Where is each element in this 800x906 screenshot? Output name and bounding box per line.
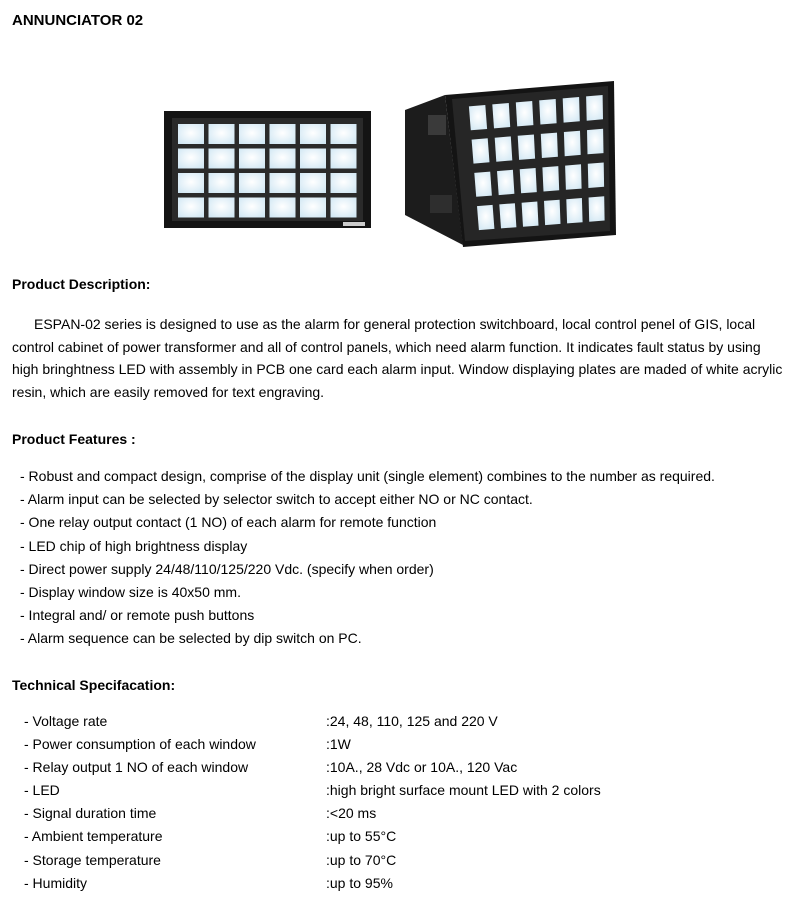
spec-row (24, 849, 724, 872)
display-window (239, 198, 265, 218)
display-window (544, 200, 561, 225)
display-window (586, 95, 603, 121)
display-window (178, 173, 204, 193)
spec-value: :up to 70°C (326, 851, 397, 868)
spec-key: - Signal duration time (24, 805, 157, 822)
spec-value: :24, 48, 110, 125 and 220 V (326, 713, 498, 729)
display-window (495, 136, 513, 161)
spec-value: :high bright surface mount LED with 2 colors (326, 782, 601, 799)
display-window (239, 149, 265, 169)
product-images (0, 75, 800, 260)
annunciator-front-view-image (164, 111, 371, 228)
features-heading: Product Features : (12, 431, 136, 447)
display-window (239, 173, 265, 193)
display-window (587, 129, 604, 155)
spec-key: - Relay output 1 NO of each window (24, 759, 249, 776)
annunciator-angled-view-image (405, 81, 616, 247)
spec-value: :10A., 28 Vdc or 10A., 120 Vac (326, 759, 518, 776)
list-item: - Alarm input can be selected by selector switch to accept either NO or NC contact. (20, 491, 533, 508)
display-window (516, 101, 534, 126)
display-window (331, 149, 357, 169)
spec-row (24, 756, 724, 779)
spec-value: :<20 ms (326, 805, 377, 822)
spec-key: - Ambient temperature (24, 828, 163, 845)
display-window (497, 170, 514, 195)
display-window (331, 124, 357, 144)
spec-row (24, 733, 724, 756)
spec-value: :up to 55°C (326, 828, 397, 845)
display-window (469, 105, 487, 130)
display-window (209, 124, 235, 144)
description-heading: Product Description: (12, 276, 151, 292)
display-window (520, 168, 537, 193)
display-window (178, 124, 204, 144)
display-window (589, 196, 605, 222)
display-window (522, 202, 539, 227)
list-item: - Alarm sequence can be selected by dip switch on PC. (20, 630, 362, 647)
list-item: - Integral and/ or remote push buttons (20, 607, 255, 624)
display-window (499, 203, 516, 228)
display-window (565, 164, 582, 190)
display-window (270, 149, 296, 169)
page-title: ANNUNCIATOR 02 (12, 12, 144, 29)
list-item: - Robust and compact design, comprise of the display unit (single element) combines to the number as required. (20, 468, 715, 484)
display-window (564, 131, 581, 157)
spec-key: - Voltage rate (24, 713, 108, 729)
spec-value: :up to 95% (326, 874, 393, 891)
list-item: - Direct power supply 24/48/110/125/220 Vdc. (specify when order) (20, 560, 434, 577)
display-window (178, 149, 204, 169)
display-window (209, 198, 235, 218)
display-window (209, 149, 235, 169)
spec-value: :1W (326, 736, 351, 753)
list-item: - Display window size is 40x50 mm. (20, 583, 241, 600)
list-item: - One relay output contact (1 NO) of each alarm for remote function (20, 514, 437, 531)
display-window (209, 173, 235, 193)
list-item: - LED chip of high brightness display (20, 537, 248, 554)
display-window (300, 149, 326, 169)
display-window (270, 124, 296, 144)
display-window (178, 198, 204, 218)
display-window (474, 172, 492, 197)
display-window (331, 173, 357, 193)
display-window (477, 205, 494, 230)
spec-key: - Power consumption of each window (24, 736, 256, 753)
spec-row (24, 802, 724, 825)
specs-heading: Technical Specifacation: (12, 677, 176, 693)
display-window (270, 173, 296, 193)
display-window (331, 198, 357, 218)
display-window (541, 133, 558, 158)
display-window (518, 135, 535, 160)
display-window (300, 124, 326, 144)
features-list (20, 465, 715, 651)
display-window (566, 198, 582, 223)
spec-key: - Storage temperature (24, 851, 161, 868)
display-window (472, 138, 490, 163)
spec-row (24, 710, 724, 733)
spec-row (24, 825, 724, 848)
description-text: ESPAN-02 series is designed to use as the alarm for general protection switchboard, local control penel of GIS, local control cabinet of power transformer and all of control panels, which need alarm function. It indicates fault status by using high bringhtness LED with assembly in PCB one card each alarm input. Window displaying plates are maded of white acrylic resin, which are easily removed for text engraving. (12, 316, 783, 400)
display-window (588, 163, 604, 189)
spec-key: - LED (24, 782, 60, 799)
specs-table (24, 710, 724, 895)
display-window (300, 173, 326, 193)
display-window (239, 124, 265, 144)
spec-row (24, 779, 724, 802)
display-window (492, 103, 510, 128)
display-window (563, 97, 580, 123)
display-window (539, 99, 556, 125)
display-window (270, 198, 296, 218)
spec-row (24, 872, 724, 895)
spec-key: - Humidity (24, 874, 88, 891)
display-window (300, 198, 326, 218)
display-window (542, 166, 559, 191)
